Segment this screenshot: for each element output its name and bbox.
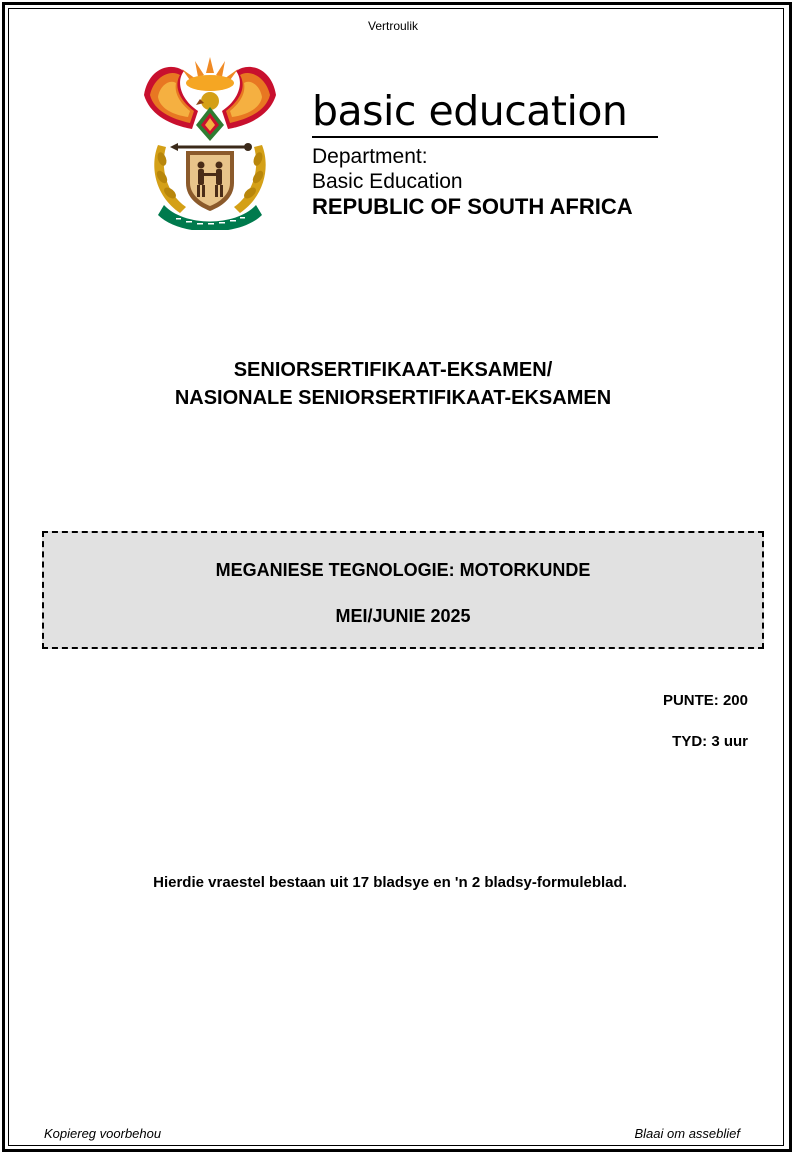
footer-copyright: Kopiereg voorbehou [44, 1126, 162, 1141]
confidential-label: Vertroulik [367, 19, 419, 33]
department-block [312, 85, 658, 219]
exam-duration: TYD: 3 uur [672, 733, 748, 750]
footer-turn-over: Blaai om asseblief [634, 1126, 740, 1141]
subject-box [42, 531, 764, 649]
exam-title-line-1: SENIORSERTIFIKAAT-EKSAMEN/ [233, 359, 553, 381]
department-label: Department: [312, 145, 428, 168]
department-name: Basic Education [312, 170, 463, 193]
coat-of-arms-logo [140, 55, 280, 230]
exam-title [0, 356, 786, 412]
exam-title-line-2: NASIONALE SENIORSERTIFIKAAT-EKSAMEN [174, 387, 612, 409]
subject-name: MEGANIESE TEGNOLOGIE: MOTORKUNDE [215, 560, 591, 580]
exam-session: MEI/JUNIE 2025 [335, 606, 471, 626]
page-count-notice: Hierdie vraestel bestaan uit 17 bladsye en 'n 2 bladsy-formuleblad. [153, 874, 627, 891]
total-marks: PUNTE: 200 [662, 692, 748, 709]
brand-wordmark: basic education [312, 87, 628, 135]
country-name: REPUBLIC OF SOUTH AFRICA [312, 194, 633, 219]
